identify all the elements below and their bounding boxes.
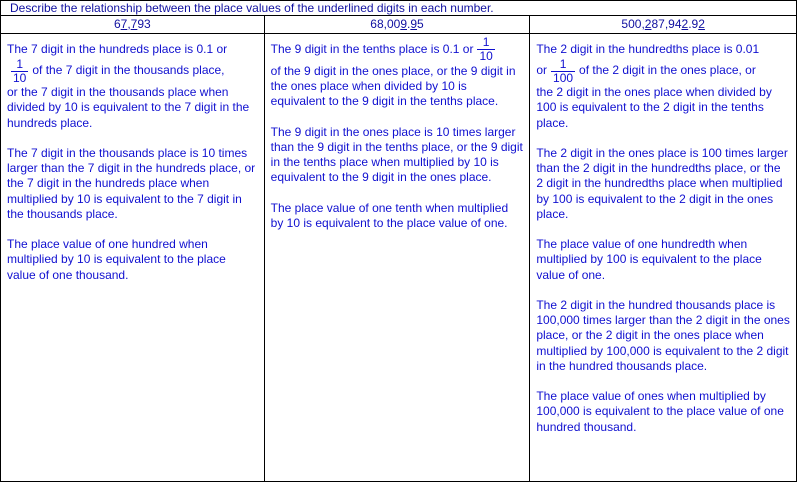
answer-text: the 2 digit in the ones place when divided by 100 is equivalent to the 2 digit in the tenths place.	[536, 85, 772, 130]
answer-cell-3	[530, 34, 797, 482]
header-row	[1, 16, 797, 34]
answer-text: The 7 digit in the thousands place is 10 times larger than the 7 digit in the hundreds place, or the 7 digit in the hundreds place when multiplied by 10 is equivalent to the 7 digit in the thousands place.	[7, 146, 256, 221]
fraction: $\frac{1}{10}$	[479, 35, 493, 64]
number-header-1: 67,793	[1, 16, 265, 33]
number-header-3: 500,287,942.92	[530, 16, 797, 33]
answer-text: of the 7 digit in the thousands place,	[32, 63, 225, 78]
answer-text: The place value of one hundred when multiplied by 10 is equivalent to the place value of one thousand.	[7, 237, 226, 282]
answer-text: of the 2 digit in the ones place, or	[579, 63, 756, 78]
instruction: Describe the relationship between the place values of the underlined digits in each number.	[1, 1, 797, 16]
answer-text: The place value of ones when multiplied by 100,000 is equivalent to the place value of one hundred thousand.	[536, 389, 784, 434]
number-header-2: 68,009.95	[265, 16, 531, 33]
answer-text: The 2 digit in the hundred thousands place is 100,000 times larger than the 2 digit in the ones place, or the 2 digit in the ones place when multiplied by 100,000 is equivalent to the 2 digit in the hundred thousands place.	[536, 298, 790, 373]
answer-text: The 7 digit in the hundreds place is 0.1 or	[7, 42, 228, 56]
answer-text: or the 7 digit in the thousands place when divided by 10 is equivalent to the 7 digit in the hundreds place.	[7, 85, 250, 130]
answer-text: The 9 digit in the ones place is 10 times larger than the 9 digit in the tenths place, or the 9 digit in the tenths place when multiplied by 10 is equivalent to the 9 digit in the ones place.	[270, 124, 523, 185]
answer-text: or	[536, 63, 548, 78]
answer-text: The place value of one tenth when multiplied by 10 is equivalent to the place value of one.	[270, 200, 509, 230]
answer-text: The 9 digit in the tenths place is 0.1 or	[270, 42, 474, 56]
fraction: $\frac{1}{10}$	[13, 56, 27, 85]
answer-text: of the 9 digit in the ones place, or the 9 digit in the ones place when divided by 10 is equivalent to the 9 digit in the tenths place.	[270, 64, 516, 109]
answer-cell-2	[265, 34, 531, 482]
answer-row	[1, 34, 797, 482]
answer-text: The place value of one hundredth when multiplied by 100 is equivalent to the place value of one.	[536, 237, 762, 282]
answer-cell-1	[1, 34, 265, 482]
answer-text: The 2 digit in the ones place is 100 times larger than the 2 digit in the hundredths place, or the 2 digit in the hundredths place when multiplied by 100 is equivalent to the 2 digit in the ones place.	[536, 146, 788, 221]
fraction: $\frac{1}{100}$	[553, 56, 574, 85]
answer-text: The 2 digit in the hundredths place is 0.01	[536, 42, 760, 56]
